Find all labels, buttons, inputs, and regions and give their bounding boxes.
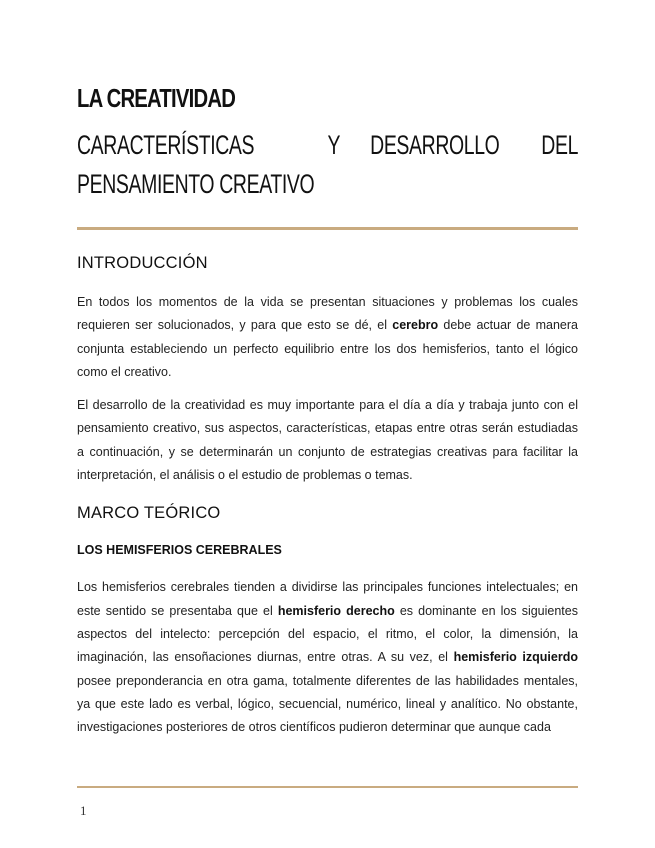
title-block xyxy=(77,80,578,204)
paragraph-intro-1 xyxy=(77,291,578,384)
subsection-heading-hemisferios: LOS HEMISFERIOS CEREBRALES xyxy=(77,543,282,558)
page-number: 1 xyxy=(80,803,87,818)
footer-divider xyxy=(77,786,578,788)
text-run: Los hemisferios cerebrales tienden a dividirse las principales funciones intelectuales; en este sentido se presentaba que el xyxy=(77,580,578,618)
subtitle-line-2: PENSAMIENTO CREATIVO xyxy=(77,169,315,199)
document-title: LA CREATIVIDAD xyxy=(77,83,236,113)
subtitle-word: DESARROLLO xyxy=(370,130,500,160)
title-divider xyxy=(77,227,578,230)
subtitle-word: DEL xyxy=(541,130,578,160)
subtitle-word: CARACTERÍSTICAS xyxy=(77,130,255,160)
paragraph-hemisferios xyxy=(77,576,578,739)
bold-term-cerebro: cerebro xyxy=(392,318,439,333)
text-run: debe actuar de manera conjunta estableciendo un perfecto equilibrio entre los dos hemisferios, tanto el lógico como el creativo. xyxy=(77,318,578,379)
bold-term-hemisferio-derecho: hemisferio derecho xyxy=(277,603,395,618)
bold-term-hemisferio-izquierdo: hemisferio izquierdo xyxy=(453,650,578,665)
subtitle-word: Y xyxy=(327,130,341,160)
paragraph-intro-2: El desarrollo de la creatividad es muy importante para el día a día y trabaja junto con el pensamiento creativo, sus aspectos, características, etapas entre otras serán estudiadas a continuación, y se determinarán un conjunto de estrategias creativas para facilitar la interpretación, el análisis o el estudio de problemas o temas. xyxy=(77,398,578,483)
text-run: En todos los momentos de la vida se presentan situaciones y problemas los cuales requieren ser solucionados, y para que esto se dé, el xyxy=(77,295,578,333)
subtitle-line-1 xyxy=(77,126,578,165)
section-heading-marco-teorico: MARCO TEÓRICO xyxy=(77,504,221,523)
text-run: es dominante en los siguientes aspectos del intelecto: percepción del espacio, el ritmo, el color, la dimensión, la imaginación, las ensoñaciones diurnas, entre otras. A su vez, el xyxy=(77,603,578,665)
document-subtitle xyxy=(77,126,578,204)
section-heading-introduccion: INTRODUCCIÓN xyxy=(77,254,208,272)
text-run: posee preponderancia en otra gama, totalmente diferentes de las habilidades mentales, ya que este lado es verbal, lógico, secuencial, numérico, lineal y analítico. No obstante, investigaciones posteriores de otros científicos pudieron determinar que aunque cada xyxy=(77,673,578,735)
body-content xyxy=(77,254,578,739)
